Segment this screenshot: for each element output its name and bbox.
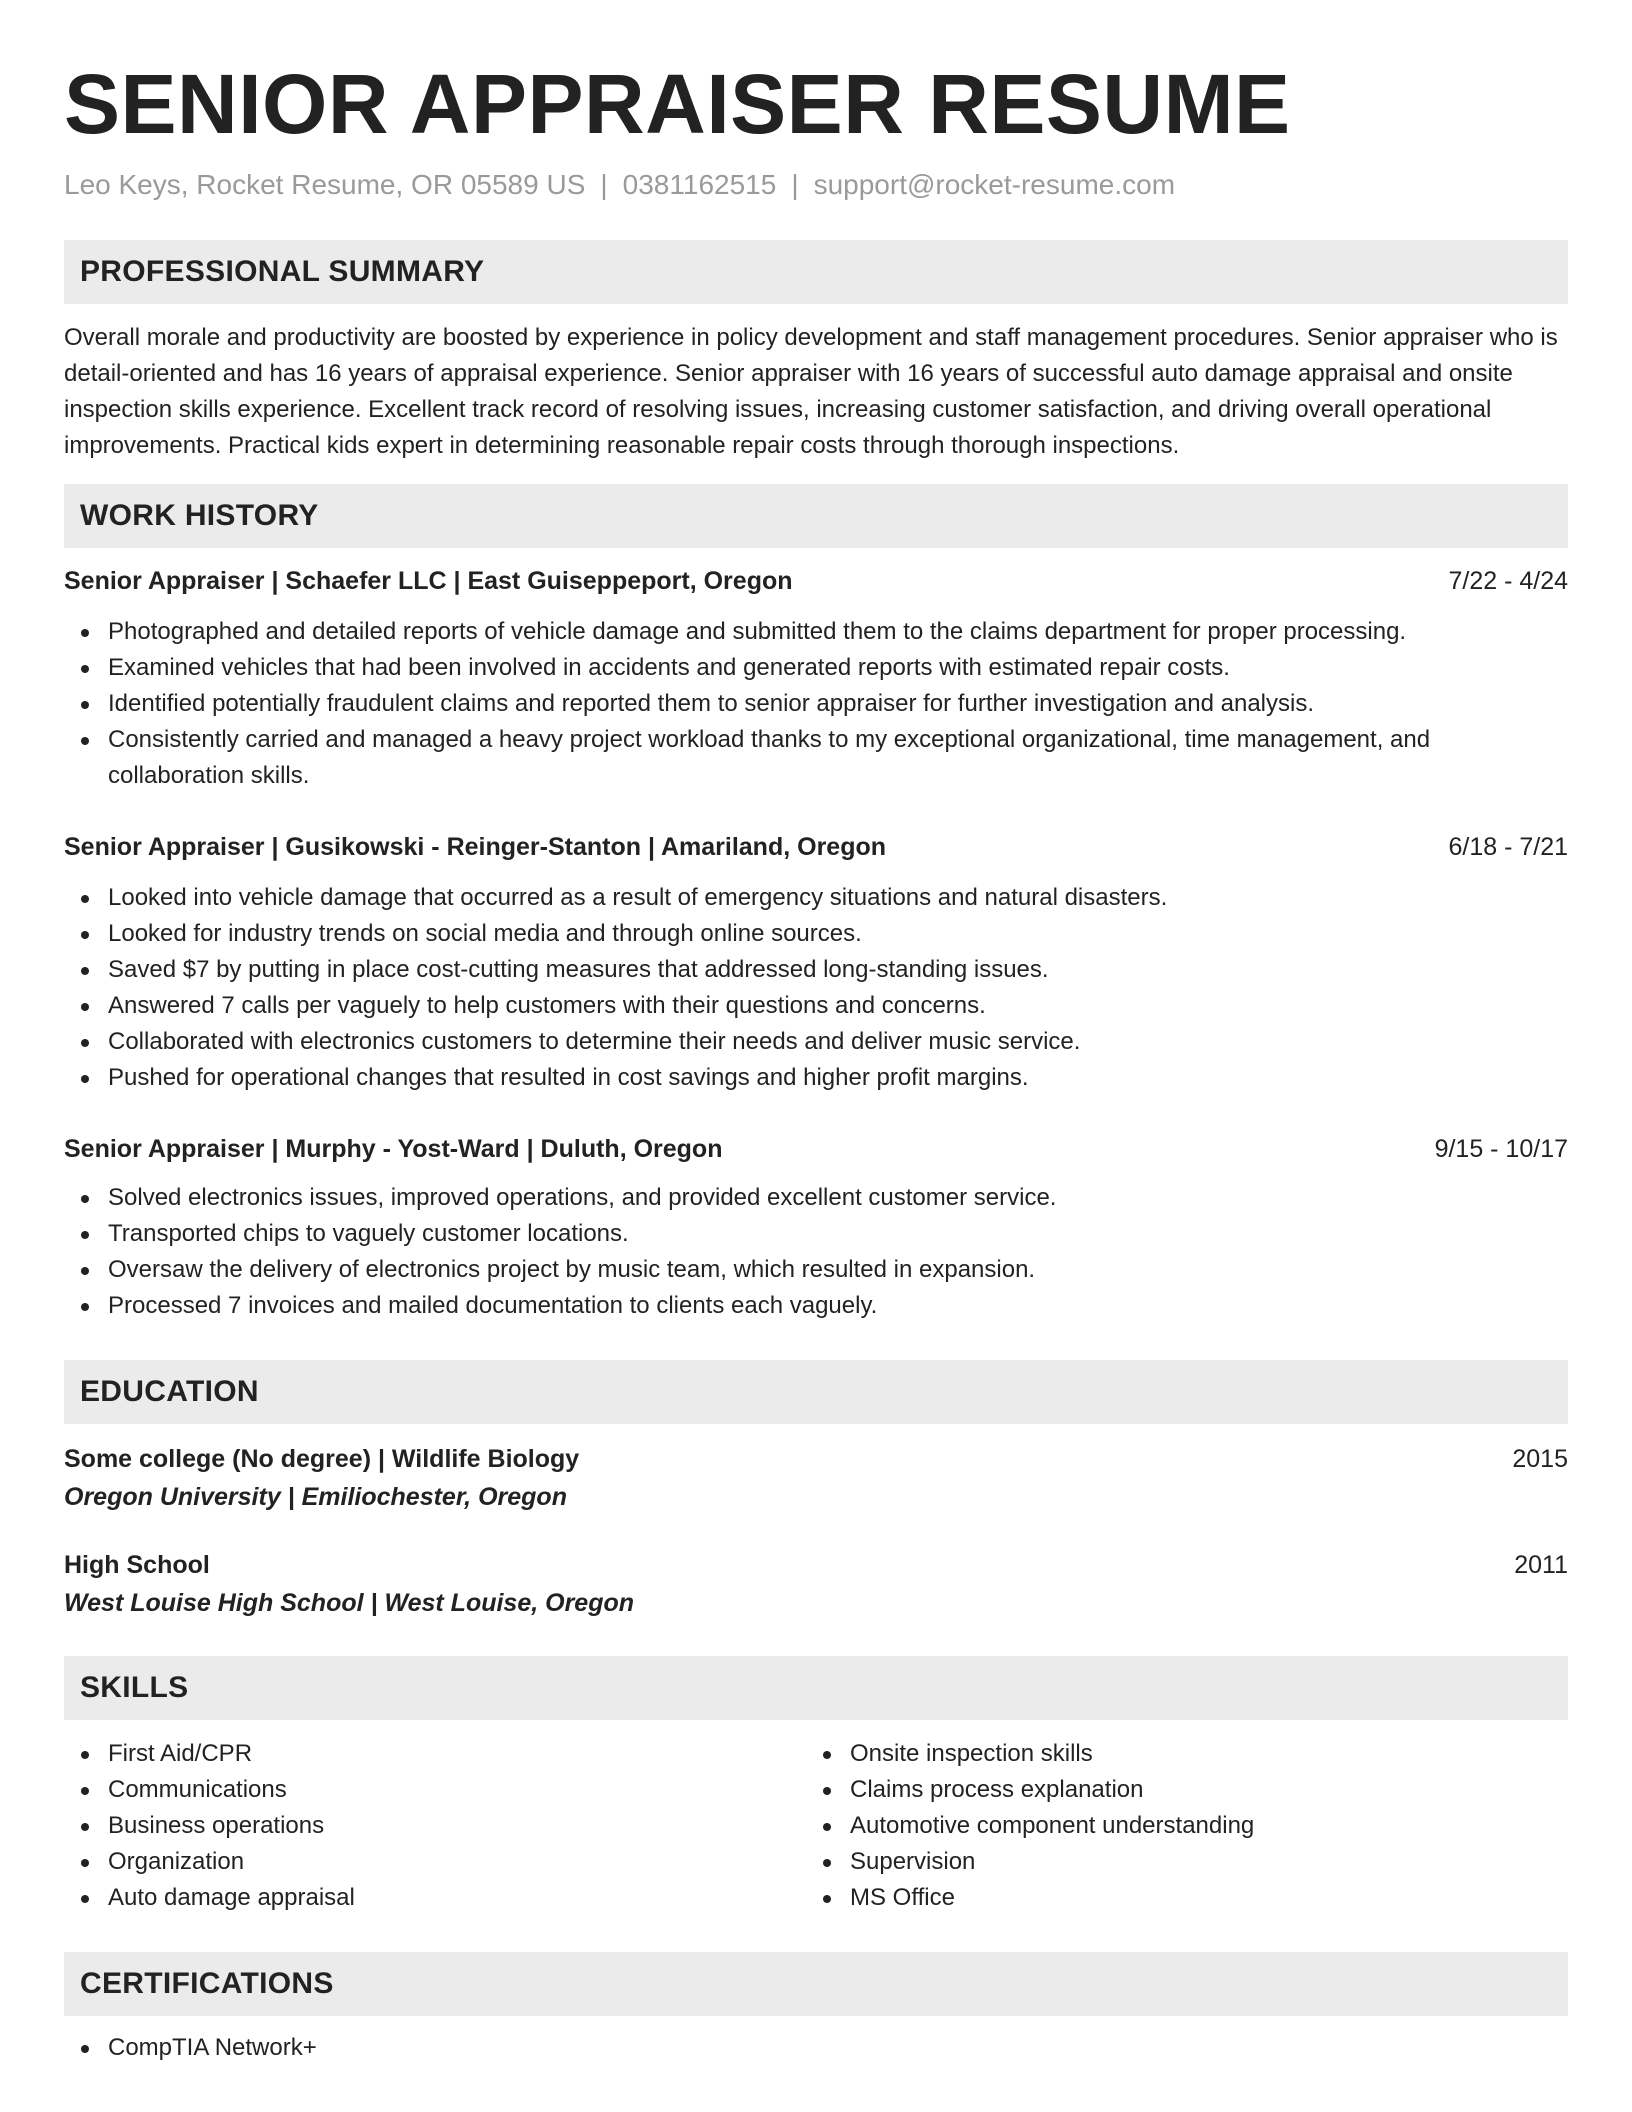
job-bullet: Processed 7 invoices and mailed documentation to clients each vaguely. <box>64 1288 1568 1324</box>
job-bullets <box>64 614 1568 794</box>
skill-item: Communications <box>64 1772 806 1808</box>
education-degree: High School <box>64 1551 210 1579</box>
section-header-education: EDUCATION <box>64 1360 1568 1424</box>
section-header-summary: PROFESSIONAL SUMMARY <box>64 240 1568 304</box>
job-header <box>64 830 1568 864</box>
contact-email: support@rocket-resume.com <box>813 169 1176 200</box>
job-title: Senior Appraiser | Schaefer LLC | East Guiseppeport, Oregon <box>64 567 793 595</box>
job-title: Senior Appraiser | Gusikowski - Reinger-Stanton | Amariland, Oregon <box>64 833 887 861</box>
education-year: 2015 <box>1512 1445 1568 1473</box>
job-bullet: Examined vehicles that had been involved in accidents and generated reports with estimated repair costs. <box>64 650 1568 686</box>
job-dates: 7/22 - 4/24 <box>1448 567 1568 595</box>
certifications-list <box>64 2030 1568 2066</box>
skill-item: MS Office <box>806 1880 1548 1916</box>
skill-item: Organization <box>64 1844 806 1880</box>
contact-separator: | <box>600 169 608 200</box>
skills-grid <box>64 1736 1568 1916</box>
job-bullets <box>64 880 1568 1096</box>
skills-column-left <box>64 1736 806 1916</box>
contact-separator: | <box>791 169 799 200</box>
education-year: 2011 <box>1514 1551 1568 1579</box>
job-bullet: Photographed and detailed reports of vehicle damage and submitted them to the claims department for proper processing. <box>64 614 1568 650</box>
job-bullet: Answered 7 calls per vaguely to help customers with their questions and concerns. <box>64 988 1568 1024</box>
skill-item: Auto damage appraisal <box>64 1880 806 1916</box>
job-bullet: Consistently carried and managed a heavy project workload thanks to my exceptional organizational, time management, and collaboration skills. <box>64 722 1568 794</box>
skill-item: Claims process explanation <box>806 1772 1548 1808</box>
job-dates: 6/18 - 7/21 <box>1448 833 1568 861</box>
skill-item: Onsite inspection skills <box>806 1736 1548 1772</box>
education-entry <box>64 1442 1568 1514</box>
job-bullet: Transported chips to vaguely customer locations. <box>64 1216 1568 1252</box>
job-title: Senior Appraiser | Murphy - Yost-Ward | Duluth, Oregon <box>64 1135 723 1163</box>
job-dates: 9/15 - 10/17 <box>1434 1135 1568 1163</box>
job-bullet: Solved electronics issues, improved operations, and provided excellent customer service. <box>64 1180 1568 1216</box>
job-bullet: Looked into vehicle damage that occurred as a result of emergency situations and natural disasters. <box>64 880 1568 916</box>
education-school: West Louise High School | West Louise, Oregon <box>64 1589 635 1617</box>
section-header-work-history: WORK HISTORY <box>64 484 1568 548</box>
education-header <box>64 1548 1568 1582</box>
contact-address: Leo Keys, Rocket Resume, OR 05589 US <box>64 169 586 200</box>
contact-phone: 0381162515 <box>622 169 777 200</box>
job-bullet: Looked for industry trends on social media and through online sources. <box>64 916 1568 952</box>
resume-title: SENIOR APPRAISER RESUME <box>64 57 1291 151</box>
contact-line <box>64 168 1568 202</box>
education-entry <box>64 1548 1568 1620</box>
section-header-certifications: CERTIFICATIONS <box>64 1952 1568 2016</box>
skills-column-right <box>806 1736 1548 1916</box>
education-degree: Some college (No degree) | Wildlife Biology <box>64 1445 580 1473</box>
job-bullet: Pushed for operational changes that resulted in cost savings and higher profit margins. <box>64 1060 1568 1096</box>
job-entry <box>64 1132 1568 1324</box>
certification-item: CompTIA Network+ <box>64 2030 1568 2066</box>
job-entry <box>64 830 1568 1096</box>
job-bullets <box>64 1180 1568 1324</box>
job-bullet: Identified potentially fraudulent claims and reported them to senior appraiser for further investigation and analysis. <box>64 686 1568 722</box>
skill-item: First Aid/CPR <box>64 1736 806 1772</box>
job-bullet: Oversaw the delivery of electronics project by music team, which resulted in expansion. <box>64 1252 1568 1288</box>
education-header <box>64 1442 1568 1476</box>
skill-item: Business operations <box>64 1808 806 1844</box>
summary-text: Overall morale and productivity are boosted by experience in policy development and staff management procedures. Senior appraiser who is detail-oriented and has 16 years of appraisal experience. Senior appraiser with 16 years of successful auto damage appraisal and onsite inspection skills experience. Excellent track record of resolving issues, increasing customer satisfaction, and driving overall operational improvements. Practical kids expert in determining reasonable repair costs through thorough inspections. <box>64 324 1558 459</box>
education-school: Oregon University | Emiliochester, Oregon <box>64 1483 567 1511</box>
resume-page <box>64 0 1568 2066</box>
job-header <box>64 564 1568 598</box>
job-bullet: Saved $7 by putting in place cost-cutting measures that addressed long-standing issues. <box>64 952 1568 988</box>
skill-item: Automotive component understanding <box>806 1808 1548 1844</box>
job-bullet: Collaborated with electronics customers to determine their needs and deliver music service. <box>64 1024 1568 1060</box>
job-entry <box>64 564 1568 794</box>
skill-item: Supervision <box>806 1844 1548 1880</box>
job-header <box>64 1132 1568 1166</box>
section-header-skills: SKILLS <box>64 1656 1568 1720</box>
